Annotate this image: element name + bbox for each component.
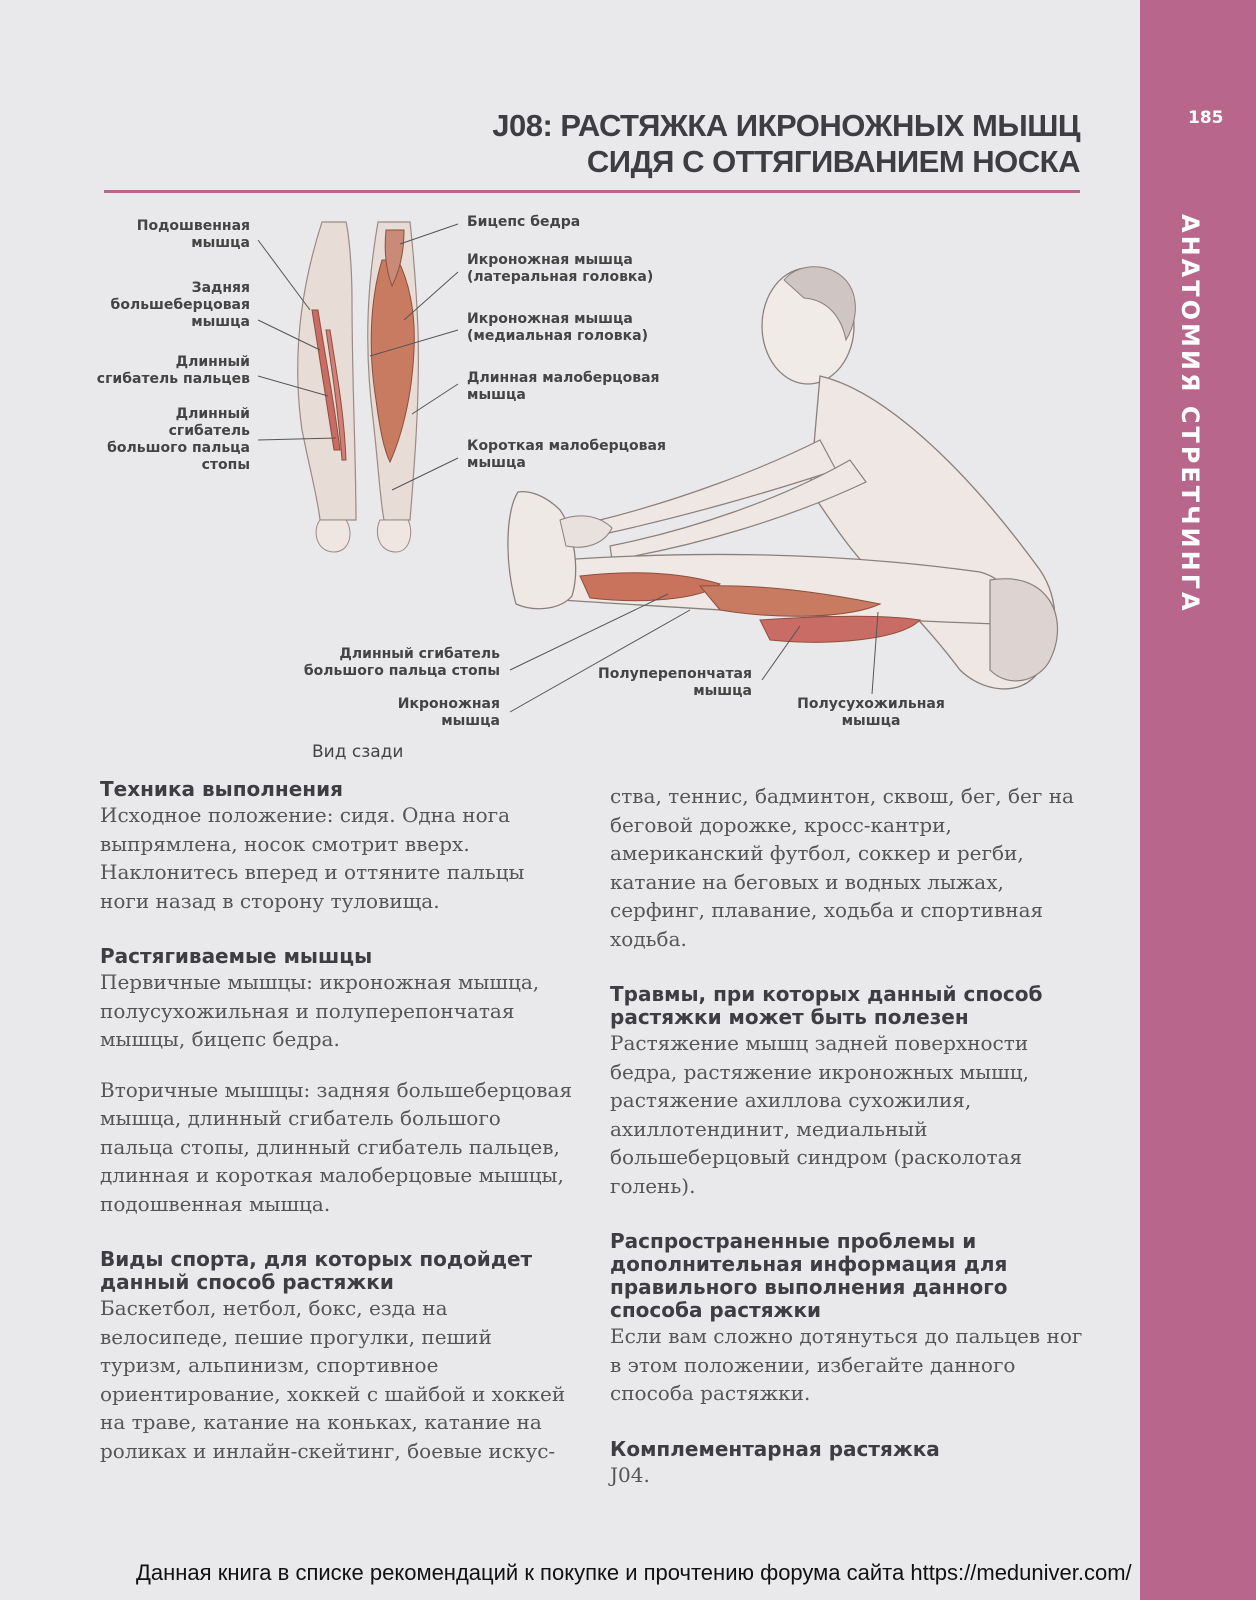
- section-name: АНАТОМИЯ СТРЕТЧИНГА: [1176, 214, 1204, 614]
- sports-heading: Виды спорта, для которых подойдет данный способ растяжки: [100, 1247, 533, 1294]
- sports-text: Баскетбол, нетбол, бокс, езда на велосипеде, пешие прогулки, пеший туризм, альпинизм, спортивное ориентирование, хоккей с шайбой и хоккей на траве, катание на коньках, катание на роликах и инлайн-скейтинг, боевые искус-: [100, 1296, 566, 1463]
- sports-text-continued: ства, теннис, бадминтон, сквош, бег, бег на беговой дорожке, кросс-кантри, американский футбол, соккер и регби, катание на беговых и водных лыжах, серфинг, плавание, ходьба и спортивная ходьба.: [610, 784, 1074, 951]
- secondary-muscles-text: Вторичные мышцы: задняя большеберцовая мышца, длинный сгибатель большого пальца стопы, длинный сгибатель пальцев, длинная и короткая малоберцовые мышцы, подошвенная мышца.: [100, 1077, 573, 1216]
- label-peroneus-brevis: Короткая малоберцовая мышца: [467, 438, 666, 471]
- label-flexor-digitorum: Длинный сгибатель пальцев: [96, 354, 250, 387]
- label-semitendinosus: Полусухожильная мышца: [797, 696, 945, 729]
- problems-text: Если вам сложно дотянуться до пальцев ног в этом положении, избегайте данного способа растяжки.: [610, 1324, 1083, 1405]
- complementary-text: J04.: [610, 1462, 650, 1487]
- technique-text: Исходное положение: сидя. Одна нога выпрямлена, носок смотрит вверх. Наклонитесь вперед и оттяните пальцы ноги назад в сторону туловища.: [100, 803, 525, 913]
- title-line-2: СИДЯ С ОТТЯГИВАНИЕМ НОСКА: [586, 144, 1080, 179]
- injuries-heading: Травмы, при которых данный способ растяжки может быть полезен: [610, 982, 1043, 1029]
- anatomy-figure: [0, 200, 1140, 760]
- page-title: [492, 108, 1080, 180]
- label-tibialis-posterior: Задняя большеберцовая мышца: [110, 280, 250, 330]
- footer-note: Данная книга в списке рекомендаций к покупке и прочтению форума сайта https://meduniver.com/: [136, 1560, 1132, 1585]
- problems-heading: Распространенные проблемы и дополнительная информация для правильного выполнения данного способа растяжки: [610, 1229, 1008, 1322]
- label-semimembranosus: Полуперепончатая мышца: [598, 666, 752, 699]
- technique-heading: Техника выполнения: [100, 777, 343, 801]
- label-gastrocnemius-medial: Икроножная мышца (медиальная головка): [467, 311, 649, 344]
- title-line-1: J08: РАСТЯЖКА ИКРОНОЖНЫХ МЫШЦ: [492, 108, 1080, 143]
- right-column: [610, 782, 1085, 1489]
- label-biceps-femoris: Бицепс бедра: [467, 214, 581, 230]
- label-flexor-hallucis: Длинный сгибатель большого пальца стопы: [107, 406, 250, 473]
- primary-muscles-text: Первичные мышцы: икроножная мышца, полусухожильная и полуперепончатая мышцы, бицепс бедра.: [100, 970, 540, 1051]
- muscles-heading: Растягиваемые мышцы: [100, 944, 373, 968]
- rear-view-legs: [258, 222, 458, 552]
- label-gastrocnemius-lateral: Икроножная мышца (латеральная головка): [467, 252, 654, 285]
- label-peroneus-longus: Длинная малоберцовая мышца: [467, 370, 660, 403]
- label-plantaris: Подошвенная мышца: [136, 218, 250, 251]
- figure-caption: Вид сзади: [312, 742, 404, 762]
- complementary-heading: Комплементарная растяжка: [610, 1436, 940, 1461]
- injuries-text: Растяжение мышц задней поверхности бедра, растяжение икроножных мышц, растяжение ахиллова сухожилия, ахиллотендинит, медиальный большеберцовый синдром (расколотая голень).: [610, 1031, 1029, 1198]
- label-flexor-hallucis-bottom: Длинный сгибатель большого пальца стопы: [303, 646, 500, 679]
- left-column: [100, 778, 575, 1465]
- title-rule: [104, 190, 1080, 193]
- label-gastrocnemius-bottom: Икроножная мышца: [397, 696, 500, 729]
- page-number: 185: [1188, 108, 1224, 128]
